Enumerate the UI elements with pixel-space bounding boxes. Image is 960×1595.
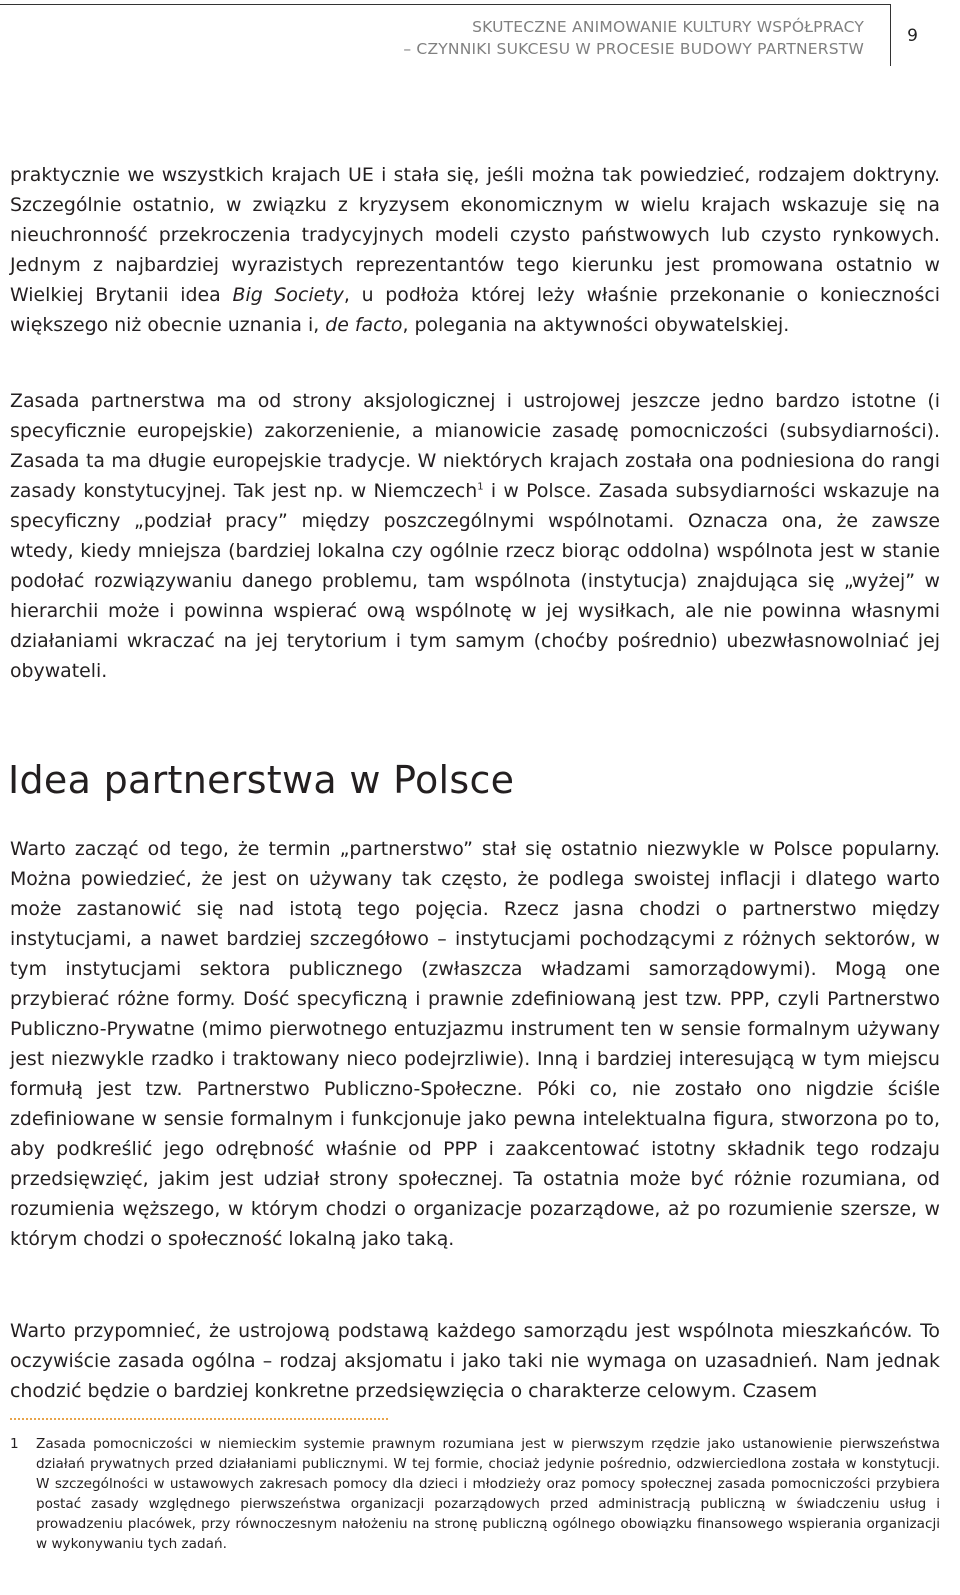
paragraph-3: Warto zacząć od tego, że termin „partnerstwo” stał się ostatnio niezwykle w Polsce popularny. Można powiedzieć, że jest on używany tak często, że podlega swoistej inflacji i dlatego warto może zastanowić się nad istotą tego pojęcia. Rzecz jasna chodzi o partnerstwo między instytucjami, a nawet bardziej szczegółowo – instytucjami pochodzącymi z różnych sektorów, w tym instytucjami sektora publicznego (zwłaszcza władzami samorządowymi). Mogą one przybierać różne formy. Dość specyficzną i prawnie zdefiniowaną jest tzw. PPP, czyli Partnerstwo Publiczno-Prywatne (mimo pierwotnego entuzjazmu instrument ten w sensie formalnym używany jest niezwykle rzadko i traktowany nieco podejrzliwie). Inną i bardziej interesującą w tym miejscu formułą jest tzw. Partnerstwo Publiczno-Społeczne. Póki co, nie zostało ono nigdzie ściśle zdefiniowane w sensie formalnym i funkcjonuje jako pewna intelektualna figura, stworzona po to, aby podkreślić jego odrębność właśnie od PPP i zaakcentować istotny składnik tego rodzaju przedsięwzięć, jakim jest udział strony społecznej. Ta ostatnia może być różnie rozumiana, od rozumienia węższego, w którym chodzi o organizacje pozarządowe, aż po rozumienie szersze, w którym chodzi o społeczność lokalną jako taką. [10, 838, 940, 1250]
paragraph-1-text-a: praktycznie we wszystkich krajach UE i stała się, jeśli można tak powiedzieć, rodzajem doktryny. Szczególnie ostatnio, w związku z kryzysem ekonomicznym w wielu krajach wskazuje się na nieuchronność przekroczenia tradycyjnych modeli czysto państwowych lub czysto rynkowych. Jednym z najbardziej wyrazistych reprezentantów tego kierunku jest promowana ostatnio w Wielkiej Brytanii idea [10, 164, 940, 306]
paragraph-2 [10, 386, 940, 686]
paragraph-1-text-c: , polegania na aktywności obywatelskiej. [402, 314, 790, 336]
section-heading: Idea partnerstwa w Polsce [8, 758, 515, 802]
running-header [264, 16, 864, 60]
footnote-separator [10, 1418, 388, 1420]
running-header-line1: SKUTECZNE ANIMOWANIE KULTURY WSPÓŁPRACY [472, 18, 864, 36]
footnote [10, 1434, 940, 1554]
paragraph-1-italic-big-society: Big Society [232, 284, 344, 306]
paragraph-1-italic-de-facto: de facto [325, 314, 403, 336]
page-number: 9 [907, 26, 918, 46]
footnote-reference[interactable]: 1 [477, 481, 484, 493]
header-rule [0, 4, 890, 5]
paragraph-1 [10, 160, 940, 340]
footnote-text: Zasada pomocniczości w niemieckim systemie prawnym rozumiana jest w pierwszym rzędzie jako ustanowienie pierwszeństwa działań prywatnych przed działaniami publicznymi. W tej formie, chociaż jedynie pośrednio, odzwierciedlona została w konstytucji. W szczególności w ustawowych zakresach pomocy dla dzieci i młodzieży oraz pomocy społecznej zasada pomocniczości przybiera postać zasady względnego pierwszeństwa organizacji pozarządowych przed administracją publiczną w świadczeniu usług i prowadzeniu placówek, przy równoczesnym nałożeniu na stronę publiczną ogólnego obowiązku finansowego wspierania organizacji w wykonywaniu tych zadań. [36, 1436, 940, 1552]
paragraph-2-text-b: i w Polsce. Zasada subsydiarności wskazuje na specyficzny „podział pracy” między poszczególnymi wspólnotami. Oznacza ona, że zawsze wtedy, kiedy mniejsza (bardziej lokalna czy ogólnie rzecz biorąc oddolna) wspólnota jest w stanie podołać rozwiązywaniu danego problemu, tam wspólnota (instytucja) znajdująca się „wyżej” w hierarchii może i powinna wspierać ową wspólnotę w jej wysiłkach, ale nie powinna własnymi działaniami wkraczać na jej terytorium i tym samym (choćby pośrednio) ubezwłasnowolniać jej obywateli. [10, 480, 941, 682]
paragraph-2-text-a: Zasada partnerstwa ma od strony aksjologicznej i ustrojowej jeszcze jedno bardzo istotne (i specyficznie europejskie) zakorzenienie, a mianowicie zasadę pomocniczości (subsydiarności). Zasada ta ma długie europejskie tradycje. W niektórych krajach została ona podniesiona do rangi zasady konstytucyjnej. Tak jest np. w Niemczech [10, 390, 940, 502]
paragraph-1-text-b: , u podłoża której leży właśnie przekonanie o konieczności większego niż obecnie uznania i, [10, 284, 940, 336]
paragraph-4: Warto przypomnieć, że ustrojową podstawą każdego samorządu jest wspólnota mieszkańców. To oczywiście zasada ogólna – rodzaj aksjomatu i jako taki nie wymaga on uzasadnień. Nam jednak chodzić będzie o bardziej konkretne przedsięwzięcia o charakterze celowym. Czasem [10, 1320, 940, 1402]
running-header-line2: – CZYNNIKI SUKCESU W PROCESIE BUDOWY PARTNERSTW [403, 40, 864, 58]
footnote-number: 1 [10, 1436, 19, 1452]
